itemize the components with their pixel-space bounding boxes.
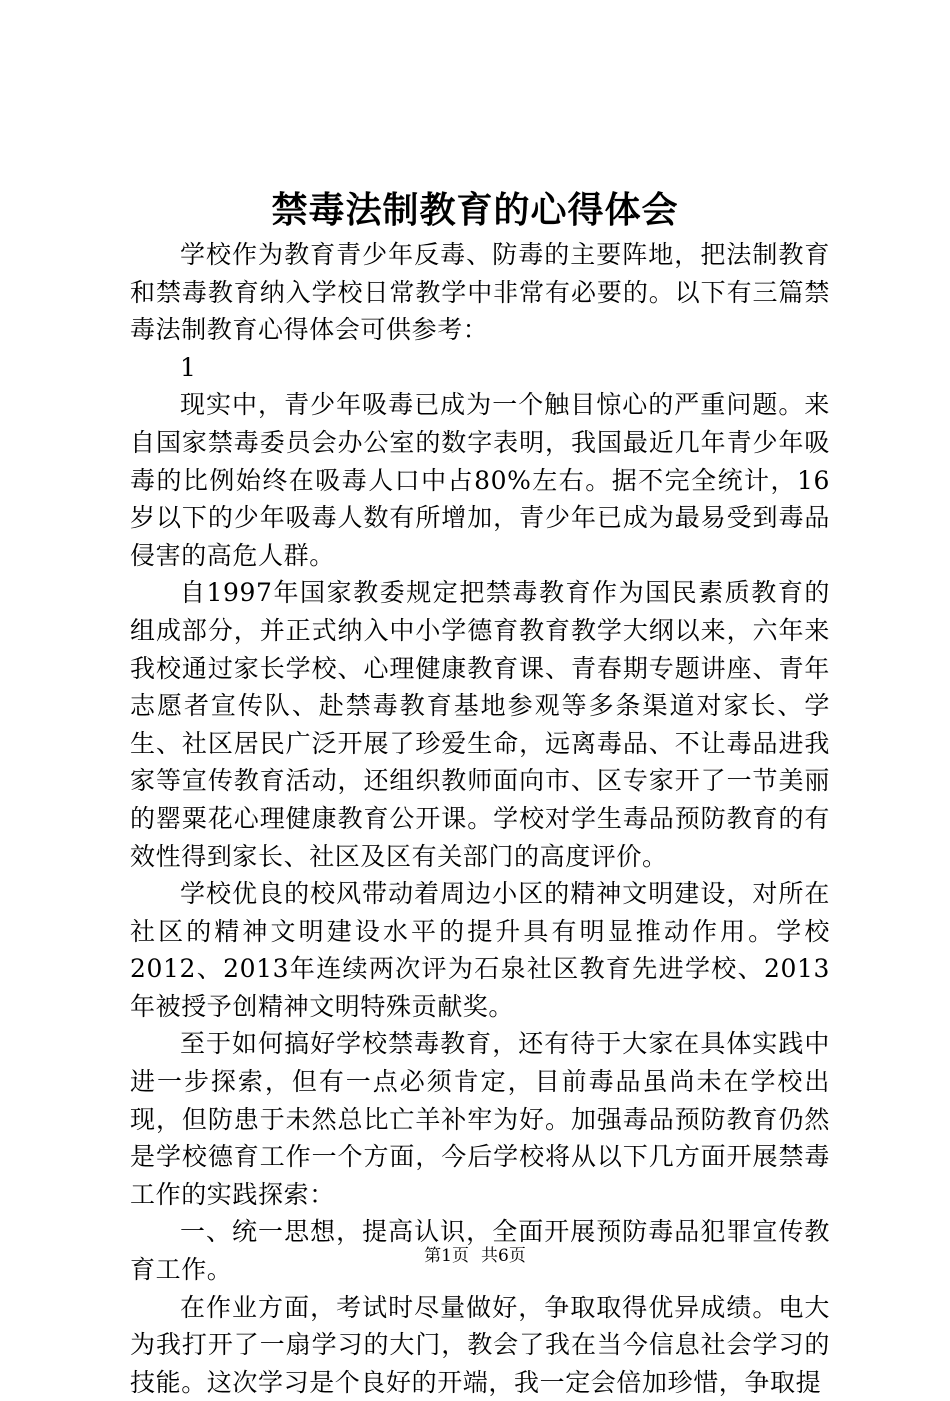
document-body [130, 236, 830, 1401]
paragraph: 一、统一思想，提高认识，全面开展预防毒品犯罪宣传教育工作。 [130, 1217, 830, 1285]
paragraph: 自1997年国家教委规定把禁毒教育作为国民素质教育的组成部分，并正式纳入中小学德育教育教学大纲以来，六年来我校通过家长学校、心理健康教育课、青春期专题讲座、青年志愿者宣传队、赴禁毒教育基地参观等多条渠道对家长、学生、社区居民广泛开展了珍爱生命，远离毒品、不让毒品进我家等宣传教育活动，还组织教师面向市、区专家开了一节美丽的罂粟花心理健康教育公开课。学校对学生毒品预防教育的有效性得到家长、社区及区有关部门的高度评价。 [130, 578, 830, 871]
paragraph: 在作业方面，考试时尽量做好，争取取得优异成绩。电大为我打开了一扇学习的大门，教会了我在当今信息社会学习的技能。这次学习是个良好的开端，我一定会倍加珍惜，争取提 [130, 1292, 830, 1397]
document-title: 禁毒法制教育的心得体会 [271, 189, 679, 231]
section-number: 1 [180, 352, 197, 382]
paragraph-intro: 学校作为教育青少年反毒、防毒的主要阵地，把法制教育和禁毒教育纳入学校日常教学中非常有必要的。以下有三篇禁毒法制教育心得体会可供参考： [130, 240, 830, 345]
page-total: 共6页 [481, 1246, 526, 1266]
page-number: 第1页 [424, 1246, 469, 1266]
paragraph: 学校优良的校风带动着周边小区的精神文明建设，对所在社区的精神文明建设水平的提升具有明显推动作用。学校2012、2013年连续两次评为石泉社区教育先进学校、2013年被授予创精神文明特殊贡献奖。 [130, 879, 830, 1021]
paragraph: 现实中，青少年吸毒已成为一个触目惊心的严重问题。来自国家禁毒委员会办公室的数字表明，我国最近几年青少年吸毒的比例始终在吸毒人口中占80%左右。据不完全统计，16岁以下的少年吸毒人数有所增加，青少年已成为最易受到毒品侵害的高危人群。 [130, 390, 830, 570]
page-footer [0, 1245, 950, 1267]
paragraph: 至于如何搞好学校禁毒教育，还有待于大家在具体实践中进一步探索，但有一点必须肯定，目前毒品虽尚未在学校出现，但防患于未然总比亡羊补牢为好。加强毒品预防教育仍然是学校德育工作一个方面，今后学校将从以下几方面开展禁毒工作的实践探索： [130, 1029, 830, 1209]
